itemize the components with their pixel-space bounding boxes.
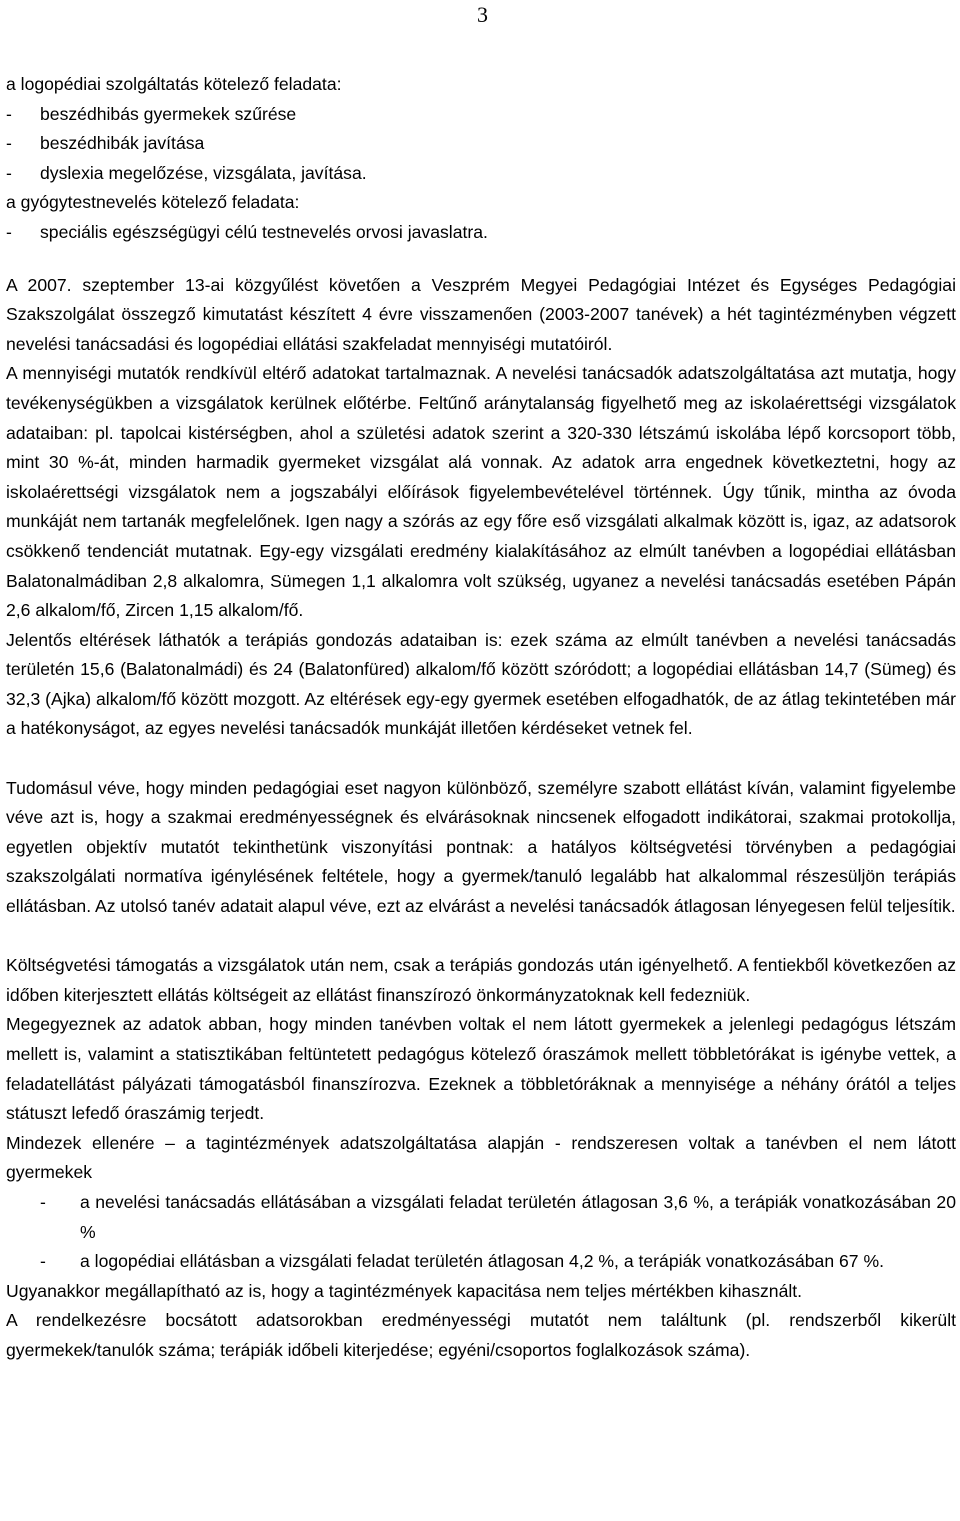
paragraph: A rendelkezésre bocsátott adatsorokban eredményességi mutatót nem találtunk (pl. rendszerből kikerült gyermekek/tanulók száma; terápiák időbeli kiterjedése; egyéni/csoportos foglalkozások száma). [6,1310,956,1360]
list-item: - a nevelési tanácsadás ellátásában a vizsgálati feladat területén átlagosan 3,6 %, a terápiák vonatkozásában 20 % [40,1191,956,1242]
page-number: 3 [477,2,488,27]
list-item: - a logopédiai ellátásban a vizsgálati feladat területén átlagosan 4,2 %, a terápiák vonatkozásában 67 %. [40,1251,884,1272]
list-item: - speciális egészségügyi célú testnevelés orvosi javaslatra. [6,221,488,242]
list-item: - dyslexia megelőzése, vizsgálata, javítása. [6,162,367,183]
list-item: - beszédhibák javítása [6,133,205,154]
paragraph: Ugyanakkor megállapítható az is, hogy a tagintézmények kapacitása nem teljes mértékben kihasznált. [6,1280,803,1301]
paragraph: A mennyiségi mutatók rendkívül eltérő adatokat tartalmaznak. A nevelési tanácsadók adatszolgáltatása azt mutatja, hogy tevékenységükben a vizsgálatok kerülnek előtérbe. Feltűnő aránytalanság figyelhető meg az iskolaérettségi vizsgálatok adataiban: pl. tapolcai kistérségben, ahol a születési adatok szerint a 320-330 létszámú iskolába lépő korcsoport több, mint 30 %-át, minden harmadik gyermeket vizsgálat alá vonnak. Az adatok arra engednek következtetni, hogy az iskolaérettségi vizsgálatok nem a jogszabályi előírások figyelembevételével történnek. Úgy tűnik, mintha az óvoda munkáját nem tartanák megfelelőnek. Igen nagy a szórás az egy főre eső vizsgálati alkalmak között is, igaz, az adatsorok csökkenő tendenciát mutatnak. Egy-egy vizsgálati eredmény kialakításához az elmúlt tanévben a logopédiai ellátásban Balatonalmádiban 2,8 alkalomra, Sümegen 1,1 alkalomra volt szükség, ugyanez a nevelési tanácsadás esetében Pápán 2,6 alkalom/fő, Zircen 1,15 alkalom/fő. [6,363,956,621]
paragraph: Tudomásul véve, hogy minden pedagógiai eset nagyon különböző, személyre szabott ellátást kíván, valamint figyelembe véve azt is, hogy a szakmai eredményességnek és elvárásoknak nincsenek elfogadott indikátorai, szakmai protokollja, egyetlen objektív mutatót tekinthetünk viszonyítási pontnak: a hatályos költségvetési törvényben a pedagógiai szakszolgálati normatíva igénylésének feltétele, hogy a gyermek/tanuló legalább hat alkalommal részesüljön terápiás ellátásban. Az utolsó tanév adatait alapul véve, ezt az elvárást a nevelési tanácsadók átlagosan lényegesen felül teljesítik. [6,777,956,917]
list-item: - beszédhibás gyermekek szűrése [6,103,297,124]
paragraph: Megegyeznek az adatok abban, hogy minden tanévben voltak el nem látott gyermekek a jelenlegi pedagógus létszám mellett is, valamint a statisztikában feltüntetett pedagógus kötelező óraszámok mellett többletórákat is igénybe vettek, a feladatellátást pályázati támogatásból finanszírozva. Ezeknek a többletóráknak a mennyisége a néhány órától a teljes státuszt lefedő óraszámig terjedt. [6,1014,956,1124]
gyogy-heading: a gyógytestnevelés kötelező feladata: [6,192,300,213]
logoped-heading: a logopédiai szolgáltatás kötelező feladata: [6,74,342,94]
paragraph: Költségvetési támogatás a vizsgálatok után nem, csak a terápiás gondozás után igényelhető. A fentiekből következően az időben kiterjesztett ellátás költségeit az ellátást finanszírozó önkormányzatoknak kell fedezniük. [6,955,956,1005]
paragraph: A 2007. szeptember 13-ai közgyűlést követően a Veszprém Megyei Pedagógiai Intézet és Egységes Pedagógiai Szakszolgálat összegző kimutatást készített 4 évre visszamenően (2003-2007 tanévek) a hét tagintézményben végzett nevelési tanácsadási és logopédiai ellátási szakfeladat mennyiségi mutatóiról. [6,274,956,354]
paragraph: Mindezek ellenére – a tagintézmények adatszolgáltatása alapján - rendszeresen voltak a tanévben el nem látott gyermekek [6,1132,956,1183]
document-body [6,70,956,1366]
paragraph: Jelentős eltérések láthatók a terápiás gondozás adataiban is: ezek száma az elmúlt tanévben a nevelési tanácsadás területén 15,6 (Balatonalmádi) és 24 (Balatonfüred) alkalom/fő között szóródott; a logopédiai ellátásban 14,7 (Sümeg) és 32,3 (Ajka) alkalom/fő között mozgott. Az eltérések egy-egy gyermek esetében elfogadhatók, de az átlag tekintetében már a hatékonyságot, az egyes nevelési tanácsadók munkáját illetően kérdéseket vetnek fel. [6,629,956,739]
